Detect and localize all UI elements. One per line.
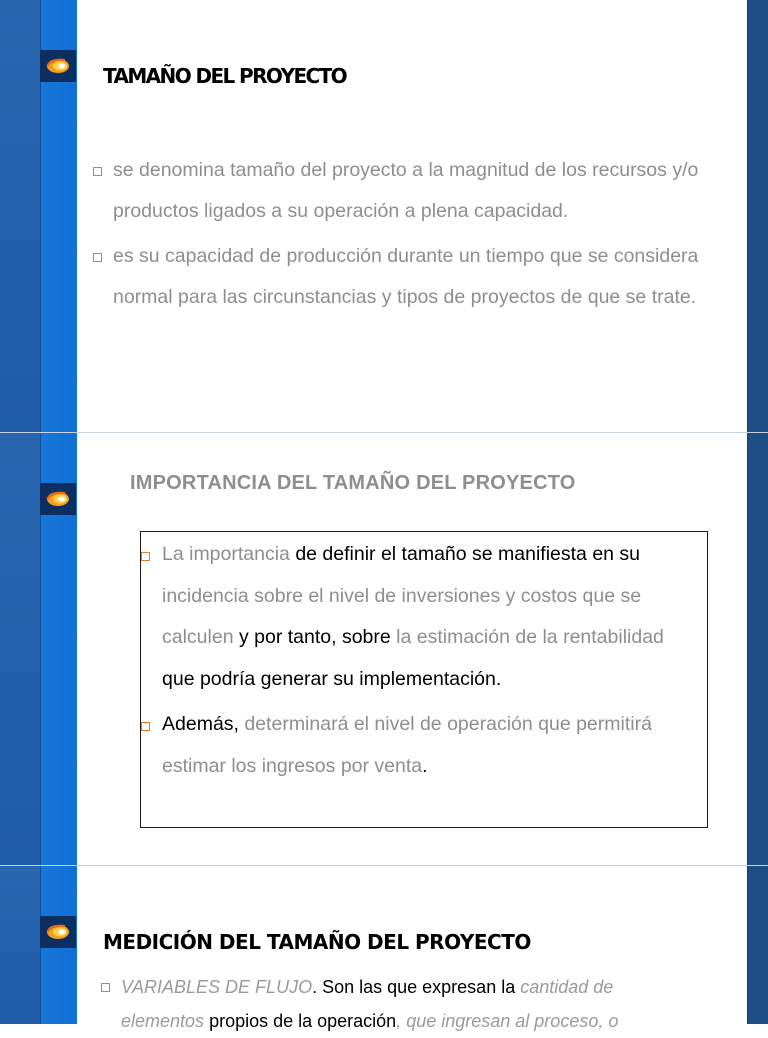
slide-title: MEDICIÓN DEL TAMAÑO DEL PROYECTO	[103, 930, 531, 954]
list-item	[101, 970, 701, 1038]
text-emphasis: y por tanto, sobre	[238, 626, 391, 648]
slide-1	[0, 0, 768, 432]
bullet-list	[101, 970, 701, 1038]
text-grey: La importancia	[162, 543, 296, 565]
orange-swirl-icon	[44, 922, 72, 942]
text-emphasis: de definir el tamaño se manifiesta en su	[295, 543, 641, 565]
text-grey-italic: cantidad de elementos	[121, 977, 614, 1031]
hollow-square-bullet-icon	[141, 722, 150, 731]
hollow-square-bullet-icon	[141, 552, 150, 561]
bullet-text: se denomina tamaño del proyecto a la magnitud de los recursos y/o productos ligados a su operación a plena capacidad.	[113, 159, 699, 222]
left-blue-band	[0, 866, 40, 1024]
right-blue-band	[747, 866, 768, 1024]
bullet-text: es su capacidad de producción durante un tiempo que se considera normal para las circunstancias y tipos de proyectos de que se trate.	[113, 245, 699, 308]
left-blue-band	[0, 433, 40, 865]
text-grey: incidencia sobre el nivel de inversiones y costos que se calculen	[162, 584, 642, 648]
text-emphasis: que podría generar su implementación.	[162, 667, 502, 690]
text-emphasis: . Son las que expresan la	[312, 977, 521, 997]
text-grey-italic: VARIABLES DE FLUJO	[121, 977, 313, 997]
slide-marker	[40, 50, 76, 82]
text-grey: determinará el nivel de operación que permitirá estimar los ingresos por venta	[162, 713, 652, 777]
list-item	[93, 236, 703, 318]
hollow-square-bullet-icon	[93, 167, 102, 176]
list-item	[141, 704, 701, 787]
orange-swirl-icon	[44, 56, 72, 76]
content-box	[140, 531, 708, 828]
hollow-square-bullet-icon	[93, 253, 102, 262]
slide-marker	[40, 916, 76, 948]
text-emphasis: .	[422, 754, 428, 777]
right-blue-band	[747, 0, 768, 432]
bullet-list	[93, 150, 703, 318]
text-grey-italic: , que ingresan al proceso, o	[396, 1011, 619, 1031]
text-emphasis: propios de la operación	[204, 1011, 397, 1031]
hollow-square-bullet-icon	[101, 983, 110, 992]
slide-title: TAMAÑO DEL PROYECTO	[103, 64, 347, 88]
bullet-list	[141, 534, 701, 787]
text-emphasis: Además,	[162, 713, 239, 735]
slide-marker	[40, 483, 76, 515]
orange-swirl-icon	[44, 489, 72, 509]
list-item	[93, 150, 703, 232]
right-blue-band	[747, 433, 768, 865]
slide-title: IMPORTANCIA DEL TAMAÑO DEL PROYECTO	[130, 472, 576, 494]
list-item	[141, 534, 701, 700]
left-blue-band	[0, 0, 40, 432]
text-grey: la estimación de la rentabilidad	[390, 626, 664, 648]
